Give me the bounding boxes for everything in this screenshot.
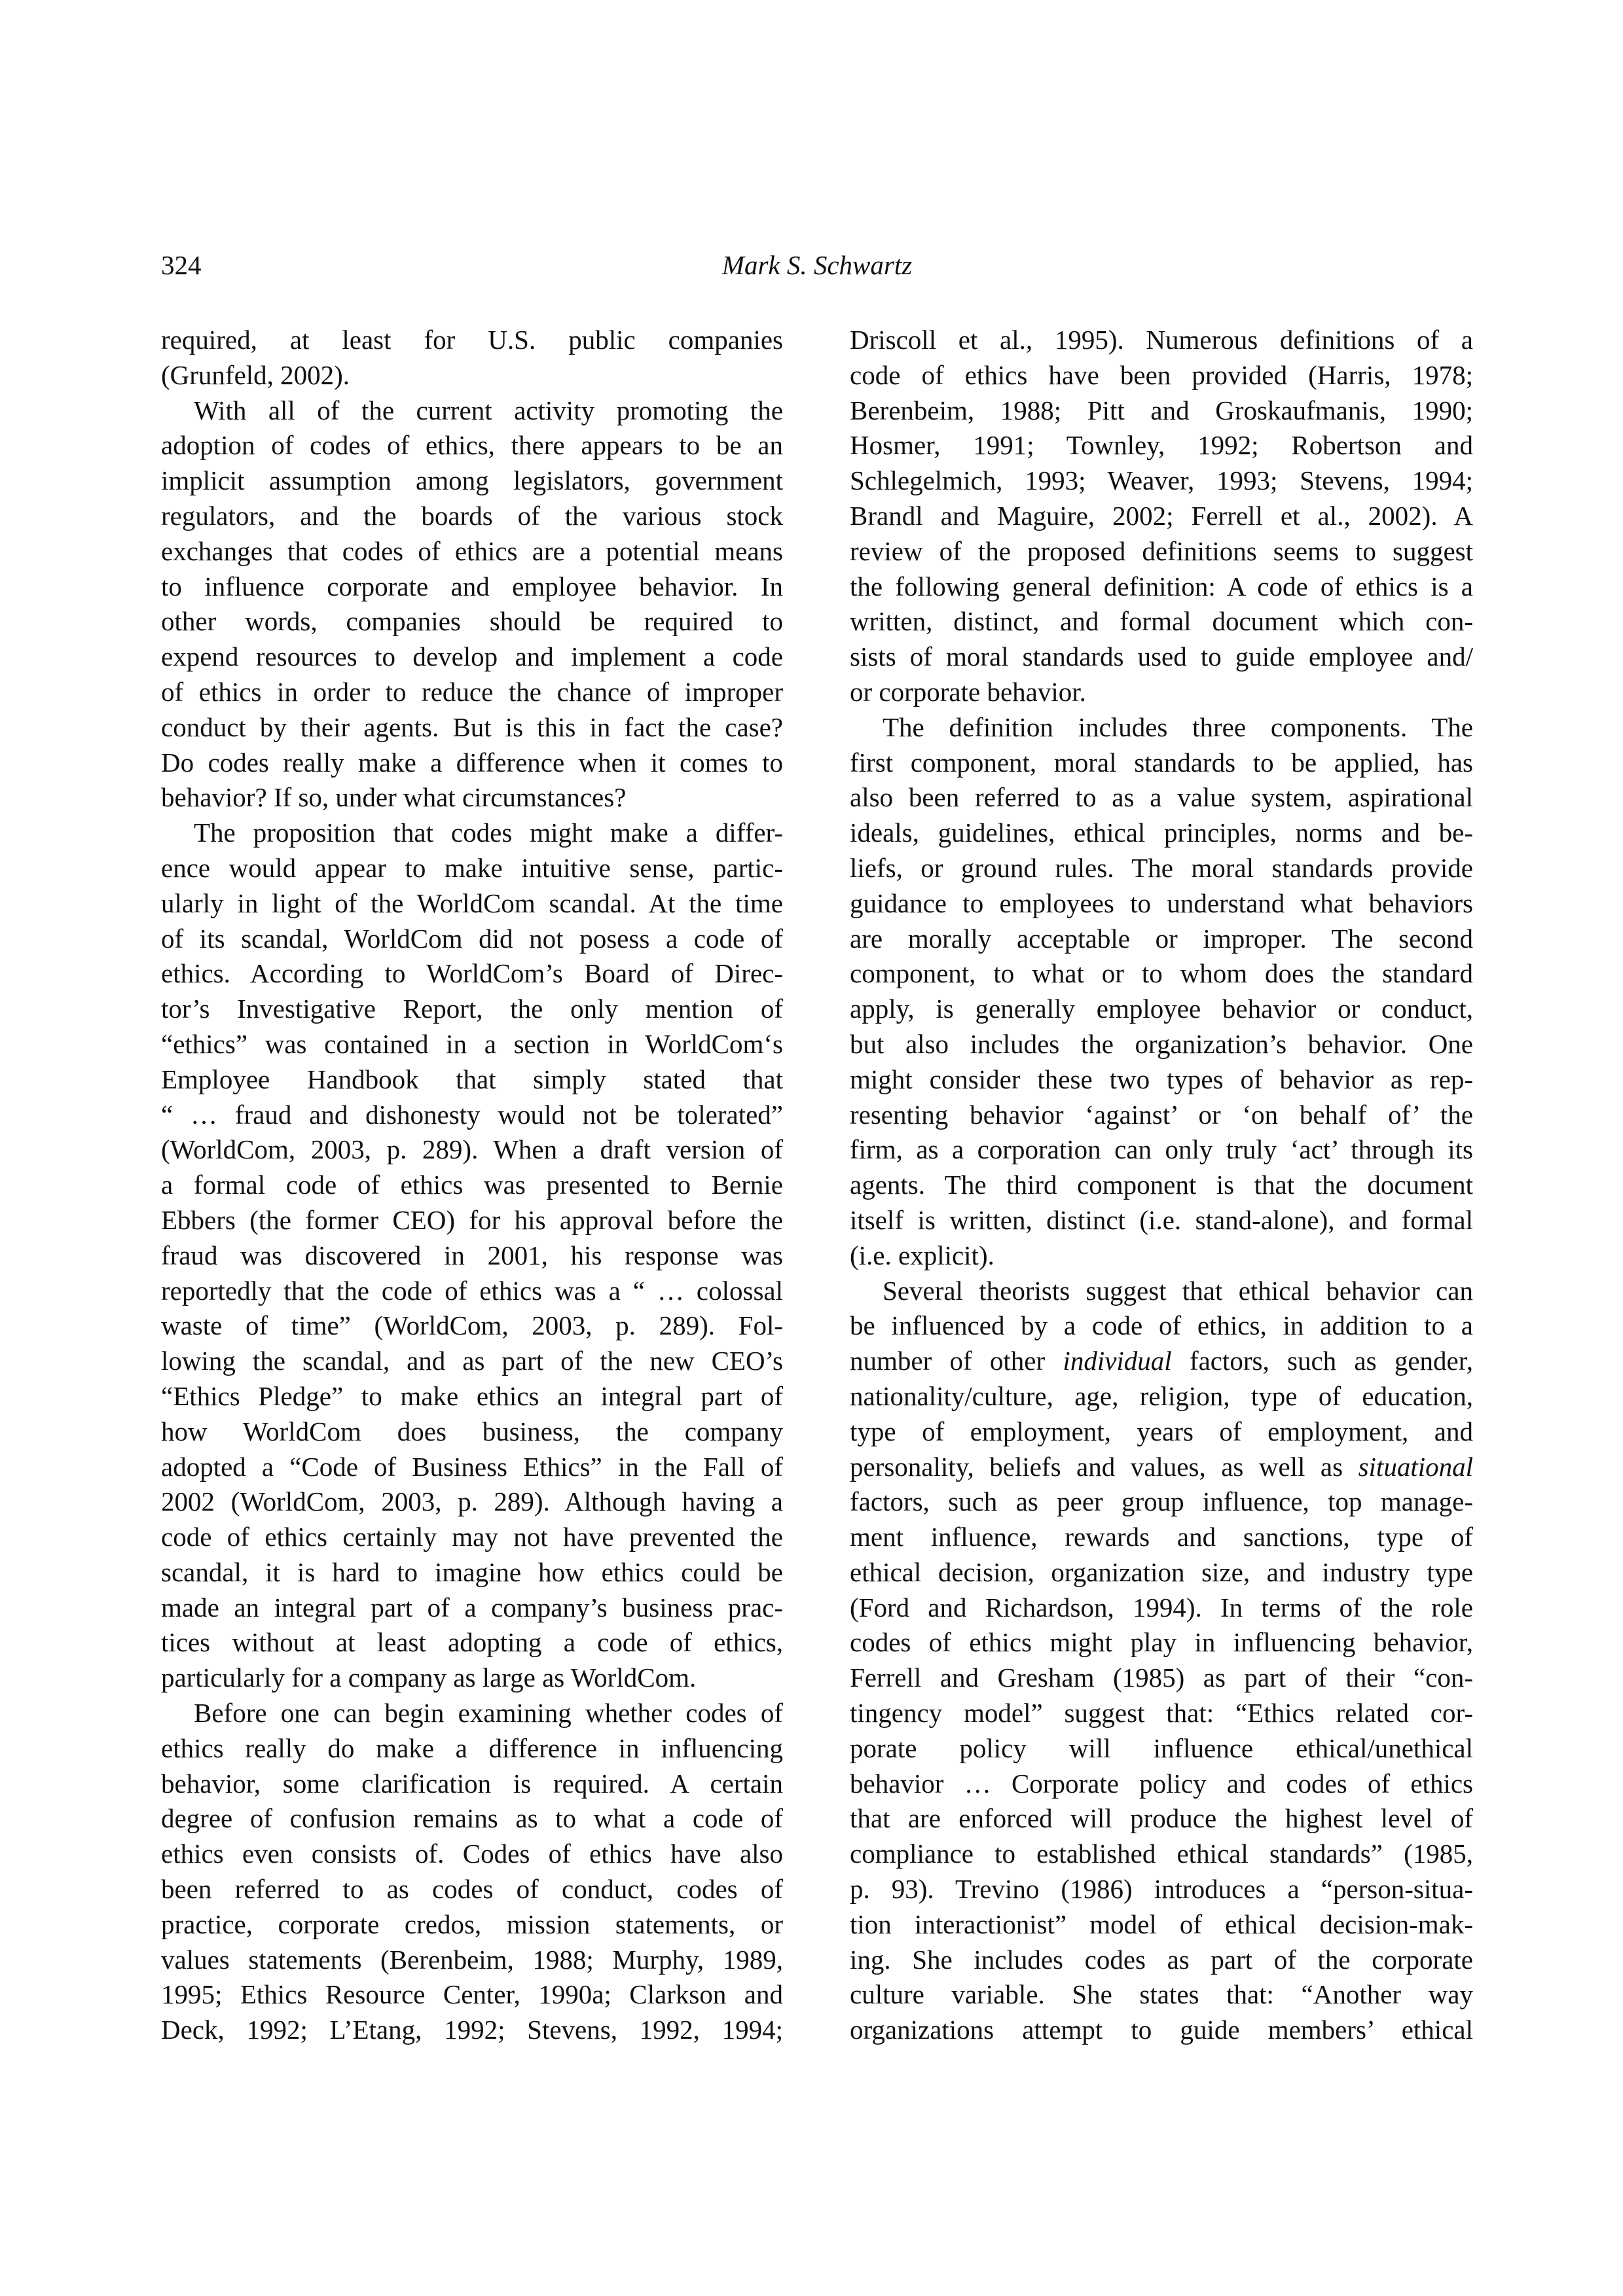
text-line: Berenbeim, 1988; Pitt and Groskaufmanis, 1990; (850, 395, 1473, 425)
text-line: ethics even consists of. Codes of ethics have also (161, 1839, 783, 1869)
running-title-author: Mark S. Schwartz (721, 250, 913, 280)
text-line: ing. She includes codes as part of the corporate (850, 1944, 1473, 1975)
text-line: that are enforced will produce the highest level of (850, 1803, 1473, 1834)
text-line: tingency model” suggest that: “Ethics related cor- (850, 1698, 1473, 1729)
text-line: are morally acceptable or improper. The second (850, 923, 1473, 954)
text-line: behavior … Corporate policy and codes of ethics (850, 1768, 1473, 1799)
text-line: sists of moral standards used to guide employee and/ (850, 641, 1473, 672)
text-line: tices without at least adopting a code of ethics, (161, 1627, 783, 1658)
text-line: been referred to as codes of conduct, codes of (161, 1874, 783, 1905)
text-line: Employee Handbook that simply stated that (161, 1064, 783, 1094)
text-line: or corporate behavior. (850, 676, 1086, 707)
text-line: fraud was discovered in 2001, his response was (161, 1240, 783, 1270)
text-line: but also includes the organization’s behavior. One (850, 1028, 1473, 1059)
text-line: agents. The third component is that the document (850, 1170, 1473, 1200)
text-line (850, 1450, 1473, 1485)
text-line: ideals, guidelines, ethical principles, norms and be- (850, 817, 1473, 848)
text-line: (Grunfeld, 2002). (161, 359, 350, 390)
text-line: type of employment, years of employment, and (850, 1416, 1473, 1446)
text-line: adoption of codes of ethics, there appears to be an (161, 430, 783, 461)
text-line: ence would appear to make intuitive sense, partic- (161, 852, 783, 883)
text-line: degree of confusion remains as to what a code of (161, 1803, 783, 1834)
text-line: behavior, some clarification is required. A certain (161, 1768, 783, 1799)
text-line: nationality/culture, age, religion, type of education, (850, 1380, 1473, 1411)
text-line: firm, as a corporation can only truly ‘act’ through its (850, 1134, 1473, 1165)
text-line: values statements (Berenbeim, 1988; Murphy, 1989, (161, 1944, 783, 1975)
text-line: exchanges that codes of ethics are a potential means (161, 535, 783, 566)
text-line: “ … fraud and dishonesty would not be tolerated” (161, 1099, 783, 1130)
text-line: also been referred to as a value system, aspirational (850, 782, 1473, 813)
text-line: practice, corporate credos, mission statements, or (161, 1909, 783, 1939)
text-line: regulators, and the boards of the various stock (161, 500, 783, 531)
italic-term: individual (1063, 1346, 1172, 1376)
text-line: behavior? If so, under what circumstances? (161, 782, 627, 813)
text-line: review of the proposed definitions seems to suggest (850, 535, 1473, 566)
paragraph (161, 323, 783, 393)
text-line: itself is written, distinct (i.e. stand-alone), and formal (850, 1204, 1473, 1235)
text-line: Several theorists suggest that ethical behavior can (883, 1275, 1473, 1306)
text-line: Ferrell and Gresham (1985) as part of their “con- (850, 1662, 1473, 1693)
text-line: waste of time” (WorldCom, 2003, p. 289). Fol- (161, 1310, 783, 1341)
text-line: culture variable. She states that: “Another way (850, 1979, 1473, 2010)
text-line: scandal, it is hard to imagine how ethics could be (161, 1556, 783, 1587)
text-line: expend resources to develop and implement a code (161, 641, 783, 672)
text-line: ment influence, rewards and sanctions, type of (850, 1522, 1473, 1552)
paragraph (850, 1274, 1473, 2049)
text-line: The proposition that codes might make a differ- (194, 817, 783, 848)
text-line: Do codes really make a difference when it comes to (161, 747, 783, 778)
paragraph (161, 816, 783, 1696)
text-line: ethics. According to WorldCom’s Board of Direc- (161, 958, 783, 989)
text-line: particularly for a company as large as WorldCom. (161, 1662, 697, 1693)
text-line: (i.e. explicit). (850, 1240, 994, 1270)
text-line (850, 1344, 1473, 1379)
text-column-left (161, 323, 783, 2048)
text-line: codes of ethics might play in influencing behavior, (850, 1627, 1473, 1658)
text-line: lowing the scandal, and as part of the new CEO’s (161, 1346, 783, 1376)
text-line: (WorldCom, 2003, p. 289). When a draft version of (161, 1134, 783, 1165)
text-line: component, to what or to whom does the standard (850, 958, 1473, 989)
text-segment: personality, beliefs and values, as well as (850, 1451, 1359, 1482)
paragraph (850, 323, 1473, 710)
text-column-right (850, 323, 1473, 2048)
text-line: reportedly that the code of ethics was a “ … colossal (161, 1275, 783, 1306)
text-line: ularly in light of the WorldCom scandal. At the time (161, 888, 783, 918)
text-line: code of ethics certainly may not have prevented the (161, 1522, 783, 1552)
text-line: With all of the current activity promoting the (194, 395, 783, 425)
text-line: resenting behavior ‘against’ or ‘on behalf of’ the (850, 1099, 1473, 1130)
text-line: written, distinct, and formal document which con- (850, 606, 1473, 637)
text-line: guidance to employees to understand what behaviors (850, 888, 1473, 918)
text-line: other words, companies should be required to (161, 606, 783, 637)
text-line: adopted a “Code of Business Ethics” in the Fall of (161, 1451, 783, 1482)
text-line: be influenced by a code of ethics, in addition to a (850, 1310, 1473, 1341)
text-line: Before one can begin examining whether codes of (194, 1698, 783, 1729)
text-segment: number of other (850, 1346, 1063, 1376)
text-line: The definition includes three components. The (883, 711, 1473, 742)
text-line: made an integral part of a company’s business prac- (161, 1592, 783, 1623)
paragraph (161, 393, 783, 816)
text-line: tor’s Investigative Report, the only mention of (161, 994, 783, 1024)
text-line: factors, such as peer group influence, top manage- (850, 1486, 1473, 1517)
page-number: 324 (161, 250, 202, 280)
text-line: Deck, 1992; L’Etang, 1992; Stevens, 1992, 1994; (161, 2015, 783, 2045)
text-segment: factors, such as gender, (1171, 1346, 1473, 1376)
paragraph (850, 710, 1473, 1274)
paragraph (161, 1696, 783, 2048)
text-line: required, at least for U.S. public companies (161, 325, 783, 355)
text-line: conduct by their agents. But is this in fact the case? (161, 711, 783, 742)
text-line: “ethics” was contained in a section in WorldCom‘s (161, 1028, 783, 1059)
text-line: Driscoll et al., 1995). Numerous definitions of a (850, 325, 1473, 355)
text-line: porate policy will influence ethical/unethical (850, 1732, 1473, 1763)
text-line: tion interactionist” model of ethical decision-mak- (850, 1909, 1473, 1939)
text-line: to influence corporate and employee behavior. In (161, 571, 783, 601)
text-line: ethics really do make a difference in influencing (161, 1732, 783, 1763)
text-line: liefs, or ground rules. The moral standards provide (850, 852, 1473, 883)
text-line: organizations attempt to guide members’ ethical (850, 2015, 1473, 2045)
text-line: apply, is generally employee behavior or conduct, (850, 994, 1473, 1024)
text-line: of ethics in order to reduce the chance of improper (161, 676, 783, 707)
text-line: the following general definition: A code of ethics is a (850, 571, 1473, 601)
text-line: implicit assumption among legislators, government (161, 465, 783, 496)
text-line: Schlegelmich, 1993; Weaver, 1993; Stevens, 1994; (850, 465, 1473, 496)
text-line: (Ford and Richardson, 1994). In terms of the role (850, 1592, 1473, 1623)
text-line: ethical decision, organization size, and industry type (850, 1556, 1473, 1587)
text-line: Hosmer, 1991; Townley, 1992; Robertson and (850, 430, 1473, 461)
text-line: how WorldCom does business, the company (161, 1416, 783, 1446)
text-line: might consider these two types of behavior as rep- (850, 1064, 1473, 1094)
text-line: Ebbers (the former CEO) for his approval before the (161, 1204, 783, 1235)
text-line: Brandl and Maguire, 2002; Ferrell et al., 2002). A (850, 500, 1473, 531)
text-line: a formal code of ethics was presented to Bernie (161, 1170, 783, 1200)
text-line: first component, moral standards to be applied, has (850, 747, 1473, 778)
italic-term: situational (1358, 1451, 1473, 1482)
text-line: “Ethics Pledge” to make ethics an integral part of (161, 1380, 783, 1411)
text-line: 1995; Ethics Resource Center, 1990a; Clarkson and (161, 1979, 783, 2010)
text-line: 2002 (WorldCom, 2003, p. 289). Although having a (161, 1486, 783, 1517)
text-line: p. 93). Trevino (1986) introduces a “person-situa- (850, 1874, 1473, 1905)
text-line: code of ethics have been provided (Harris, 1978; (850, 359, 1473, 390)
text-line: compliance to established ethical standards” (1985, (850, 1839, 1473, 1869)
text-line: of its scandal, WorldCom did not posess a code of (161, 923, 783, 954)
